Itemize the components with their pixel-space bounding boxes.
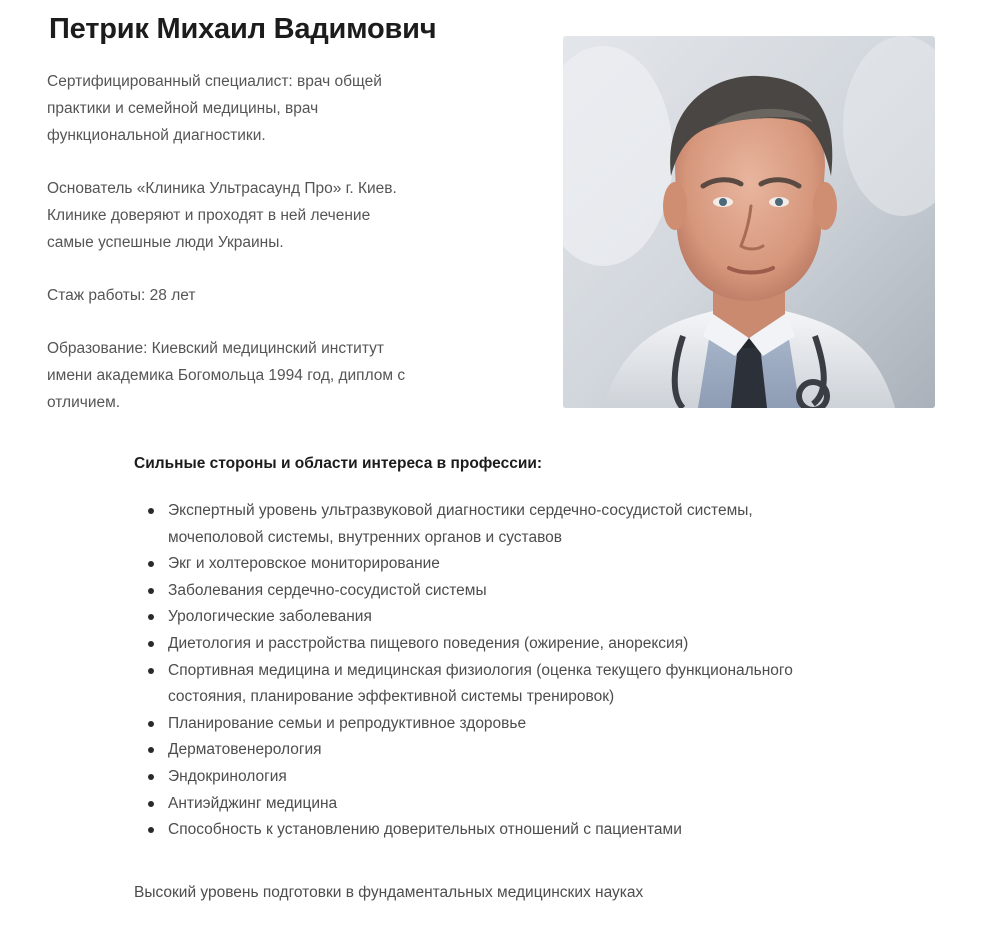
bio-founder: Основатель «Клиника Ультрасаунд Про» г. Киев. Клинике доверяют и проходят в ней лечение самые успешные люди Украины.	[47, 180, 397, 251]
list-item: Экг и холтеровское мониторирование	[168, 551, 828, 578]
list-item: Дерматовенерология	[168, 737, 828, 764]
list-item: Заболевания сердечно-сосудистой системы	[168, 578, 828, 605]
strengths-heading: Сильные стороны и области интереса в профессии:	[134, 455, 543, 472]
list-item: Урологические заболевания	[168, 604, 828, 631]
fundamental-training-text: Высокий уровень подготовки в фундаментальных медицинских науках	[134, 884, 644, 901]
bio-certification: Сертифицированный специалист: врач общей практики и семейной медицины, врач функциональной диагностики.	[47, 73, 382, 144]
list-item: Диетология и расстройства пищевого поведения (ожирение, анорексия)	[168, 631, 828, 658]
list-item: Эндокринология	[168, 764, 828, 791]
doctor-name: Петрик Михаил Вадимович	[49, 13, 437, 45]
list-item: Планирование семьи и репродуктивное здоровье	[168, 711, 828, 738]
doctor-bio	[47, 68, 467, 442]
list-item: Спортивная медицина и медицинская физиология (оценка текущего функционального состояния, планирование эффективной системы тренировок)	[168, 658, 828, 711]
strengths-list	[134, 498, 828, 844]
doctor-photo	[563, 36, 935, 408]
bio-education: Образование: Киевский медицинский институт имени академика Богомольца 1994 год, диплом с отличием.	[47, 340, 406, 411]
bio-experience: Стаж работы: 28 лет	[47, 287, 196, 304]
list-item: Способность к установлению доверительных отношений с пациентами	[168, 817, 828, 844]
list-item: Экспертный уровень ультразвуковой диагностики сердечно-сосудистой системы, мочеполовой системы, внутренних органов и суставов	[168, 498, 828, 551]
doctor-portrait-icon	[563, 36, 935, 408]
list-item: Антиэйджинг медицина	[168, 791, 828, 818]
